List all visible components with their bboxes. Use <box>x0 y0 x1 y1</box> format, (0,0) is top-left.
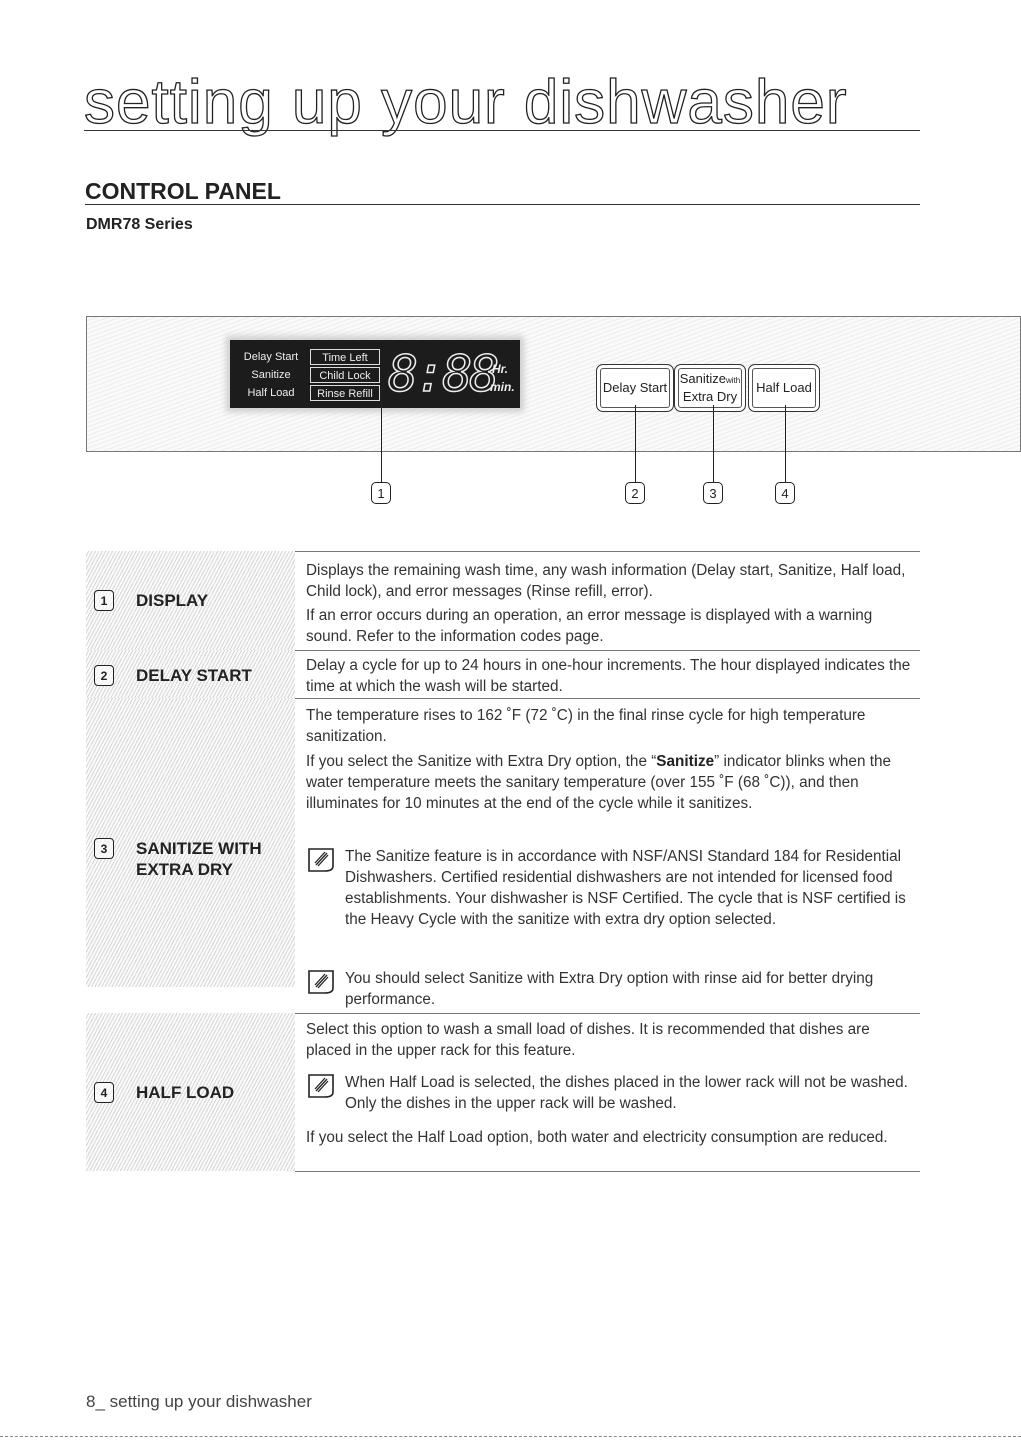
indicator-delay-start: Delay Start <box>243 351 299 363</box>
section-title: CONTROL PANEL <box>85 178 281 204</box>
panel-display <box>230 340 520 408</box>
page-footer: 8_ setting up your dishwasher <box>86 1392 312 1411</box>
row-label-half-load: HALF LOAD <box>136 1083 235 1102</box>
row-label-display: DISPLAY <box>136 591 209 610</box>
indicator-half-load: Half Load <box>247 387 295 399</box>
note-icon <box>306 1072 336 1100</box>
half-load-paragraph-2: If you select the Half Load option, both water and electricity consumption are reduced. <box>306 1129 888 1146</box>
extra-dry-label: Extra Dry <box>682 389 738 404</box>
row-label-sanitize-line2: EXTRA DRY <box>136 860 233 879</box>
indicator-time-left: Time Left <box>310 349 380 365</box>
row-label-delay-start: DELAY START <box>136 666 252 685</box>
control-panel-illustration <box>86 316 1021 452</box>
display-paragraph-2: If an error occurs during an operation, an error message is displayed with a warning sound. Refer to the information codes page. <box>306 607 873 645</box>
callout-line-1 <box>381 388 382 482</box>
sanitize-note-2: You should select Sanitize with Extra Dry option with rinse aid for better drying performance. <box>345 970 874 1008</box>
callout-4: 4 <box>775 482 795 504</box>
row-badge-1: 1 <box>94 590 114 611</box>
sanitize-label: Sanitize <box>679 371 726 386</box>
callout-line-3 <box>713 405 714 482</box>
callout-line-2 <box>635 405 636 482</box>
row-divider <box>295 551 920 552</box>
sanitize-with-label: with <box>726 376 741 385</box>
delay-start-paragraph: Delay a cycle for up to 24 hours in one-hour increments. The hour displayed indicates the time at which the wash will be started. <box>306 657 911 695</box>
callout-line-4 <box>785 405 786 482</box>
row-divider <box>295 698 920 699</box>
note-icon <box>306 846 336 874</box>
unit-hr: Hr. <box>492 362 509 376</box>
sanitize-note-1: The Sanitize feature is in accordance with NSF/ANSI Standard 184 for Residential Dishwashers. Certified residential dishwashers are not intended for licensed food establishments. Your dishwasher is NSF Certified. The cycle that is NSF certified is the Heavy Cycle with the sanitize with extra dry option selected. <box>345 848 906 928</box>
row-divider <box>295 1013 920 1014</box>
row-divider <box>295 650 920 651</box>
callout-3: 3 <box>703 482 723 504</box>
row-badge-3: 3 <box>94 838 114 859</box>
sanitize-paragraph-1: The temperature rises to 162 ˚F (72 ˚C) in the final rinse cycle for high temperature sanitization. <box>306 707 866 745</box>
row-badge-4: 4 <box>94 1082 114 1103</box>
delay-start-button-label: Delay Start <box>602 380 668 395</box>
row-badge-2: 2 <box>94 665 114 686</box>
time-digits: 8:88 <box>388 345 497 403</box>
half-load-note: When Half Load is selected, the dishes placed in the lower rack will not be washed. Only the dishes in the upper rack will be washed. <box>345 1074 908 1112</box>
note-icon <box>306 968 336 996</box>
sanitize-bold-word: Sanitize <box>656 753 715 770</box>
half-load-button[interactable] <box>748 364 820 412</box>
callout-1: 1 <box>371 482 391 504</box>
sanitize-extra-dry-button[interactable] <box>674 364 746 412</box>
unit-min: min. <box>490 380 515 394</box>
sanitize-paragraph-2: If you select the Sanitize with Extra Dry option, the “Sanitize” indicator blinks when the water temperature meets the sanitary temperature (over 155 ˚F (68 ˚C)), and then illuminates for 10 minutes at the end of the cycle while it sanitizes. <box>306 753 891 812</box>
page-title: setting up your dishwasher <box>84 68 848 137</box>
series-subtitle: DMR78 Series <box>86 216 193 233</box>
half-load-button-label: Half Load <box>756 380 812 395</box>
callout-2: 2 <box>625 482 645 504</box>
indicator-rinse-refill: Rinse Refill <box>310 385 380 401</box>
half-load-paragraph-1: Select this option to wash a small load of dishes. It is recommended that dishes are placed in the upper rack for this feature. <box>306 1021 870 1059</box>
title-divider <box>84 130 920 131</box>
table-bottom-divider <box>295 1171 920 1172</box>
indicator-child-lock: Child Lock <box>310 367 380 383</box>
page-bottom-edge <box>0 1436 1021 1437</box>
indicator-sanitize: Sanitize <box>251 369 291 381</box>
section-divider <box>85 204 920 205</box>
row-label-sanitize-line1: SANITIZE WITH <box>136 839 262 858</box>
display-paragraph-1: Displays the remaining wash time, any wash information (Delay start, Sanitize, Half load, Child lock), and error messages (Rinse refill, error). <box>306 562 906 600</box>
